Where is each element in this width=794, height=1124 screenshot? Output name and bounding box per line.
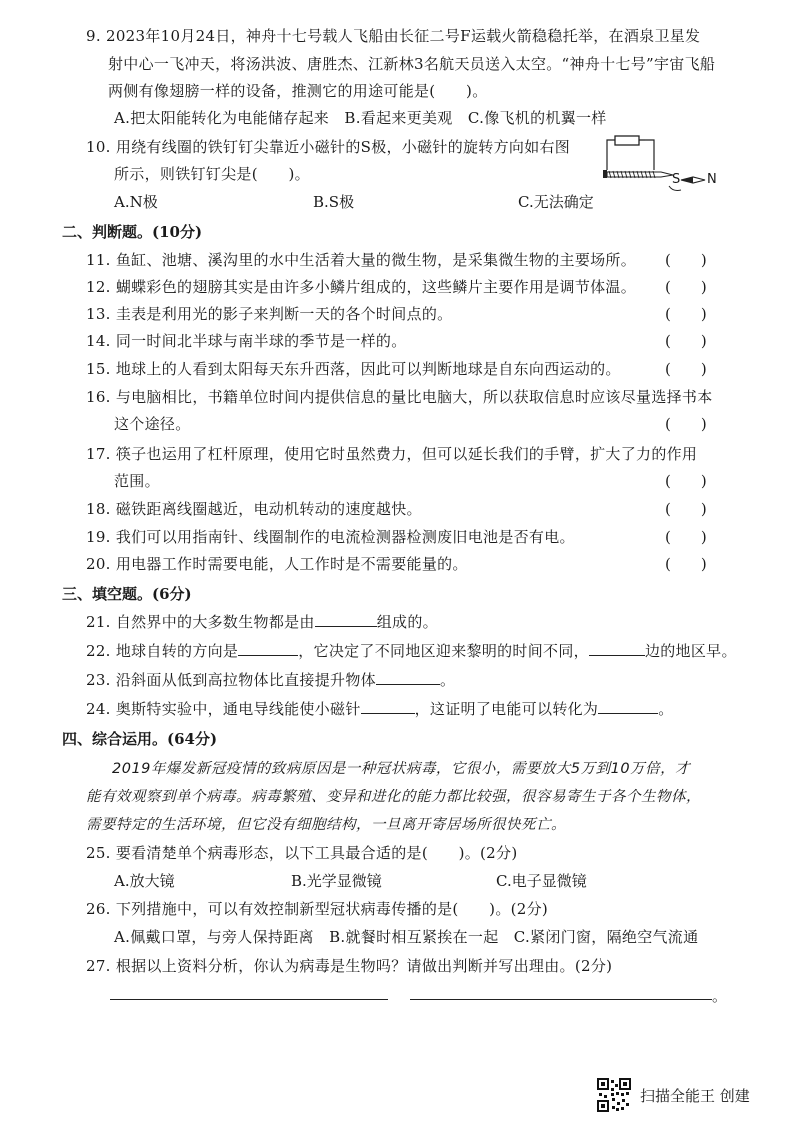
- q14-answer-paren[interactable]: ( ): [665, 332, 707, 350]
- q27-answer-line-2[interactable]: [410, 999, 712, 1000]
- q18-answer-paren[interactable]: ( ): [665, 500, 707, 518]
- q27-end-mark: 。: [712, 987, 728, 1005]
- q25-option-c: C.电子显微镜: [496, 872, 587, 890]
- q21-text-b: 组成的。: [376, 613, 438, 631]
- q10-figure-s-label: S: [672, 172, 681, 187]
- q16-text-line-1: 16. 与电脑相比，书籍单位时间内提供信息的量比电脑大，所以获取信息时应该尽量选择书本: [86, 388, 713, 406]
- q22-blank-2[interactable]: [589, 641, 645, 656]
- q10-option-a: A.N极: [114, 193, 158, 211]
- nail-coil-figure: [597, 132, 722, 194]
- q22-text-b: ，它决定了不同地区迎来黎明的时间不同，: [298, 642, 589, 660]
- q24-text-c: 。: [658, 700, 674, 718]
- q21-text-a: 21. 自然界中的大多数生物都是由: [86, 613, 315, 631]
- q23-blank[interactable]: [376, 670, 440, 685]
- q9-line-2: 射中心一飞冲天，将汤洪波、唐胜杰、江新林3名航天员送入太空。“神舟十七号”宇宙飞船: [108, 55, 716, 73]
- q19-answer-paren[interactable]: ( ): [665, 528, 707, 546]
- q15-answer-paren[interactable]: ( ): [665, 360, 707, 378]
- q15-text: 15. 地球上的人看到太阳每天东升西落，因此可以判断地球是自东向西运动的。: [86, 360, 621, 378]
- q10-figure: [597, 132, 722, 194]
- q25-option-a: A.放大镜: [114, 872, 175, 890]
- section-3-title: 三、填空题。(6分): [62, 585, 192, 603]
- q9-line-3: 两侧有像翅膀一样的设备，推测它的用途可能是( )。: [108, 82, 488, 100]
- q12-text: 12. 蝴蝶彩色的翅膀其实是由许多小鳞片组成的，这些鳞片主要作用是调节体温。: [86, 278, 637, 296]
- q22-text-a: 22. 地球自转的方向是: [86, 642, 239, 660]
- section-4-title: 四、综合运用。(64分): [62, 730, 218, 748]
- scanner-watermark-text: 扫描全能王 创建: [640, 1087, 750, 1105]
- q22-text-c: 边的地区早。: [644, 642, 737, 660]
- reading-paragraph-line-2: 能有效观察到单个病毒。病毒繁殖、变异和进化的能力都比较强，很容易寄生于各个生物体，: [86, 789, 701, 805]
- reading-paragraph-line-3: 需要特定的生活环境，但它没有细胞结构，一旦离开寄居场所很快死亡。: [86, 817, 566, 833]
- q11-answer-paren[interactable]: ( ): [665, 251, 707, 269]
- q22: [86, 640, 737, 661]
- reading-paragraph-line-1: 2019年爆发新冠疫情的致病原因是一种冠状病毒，它很小，需要放大5万到10万倍，才: [112, 761, 691, 777]
- q12-answer-paren[interactable]: ( ): [665, 278, 707, 296]
- q9-line-1: 9. 2023年10月24日，神舟十七号载人飞船由长征二号F运载火箭稳稳托举，在酒泉卫星发: [86, 27, 701, 45]
- section-2-title: 二、判断题。(10分): [62, 223, 203, 241]
- q20-answer-paren[interactable]: ( ): [665, 555, 707, 573]
- q22-blank-1[interactable]: [238, 641, 298, 656]
- q23-text-a: 23. 沿斜面从低到高拉物体比直接提升物体: [86, 671, 376, 689]
- q11-text: 11. 鱼缸、池塘、溪沟里的水中生活着大量的微生物，是采集微生物的主要场所。: [86, 251, 637, 269]
- q21: [86, 611, 438, 632]
- q16-answer-paren[interactable]: ( ): [665, 415, 707, 433]
- q23-text-b: 。: [439, 671, 456, 689]
- q13-text: 13. 圭表是利用光的影子来判断一天的各个时间点的。: [86, 305, 453, 323]
- q24: [86, 698, 674, 719]
- q10-line-2: 所示，则铁钉钉尖是( )。: [114, 165, 310, 183]
- q25-text: 25. 要看清楚单个病毒形态，以下工具最合适的是( )。(2分): [86, 844, 518, 862]
- q27-answer-line-1[interactable]: [110, 999, 388, 1000]
- q25-option-b: B.光学显微镜: [291, 872, 382, 890]
- qr-code-icon: [597, 1078, 631, 1112]
- q10-figure-n-label: N: [707, 172, 717, 187]
- q17-text-line-2: 范围。: [114, 472, 160, 490]
- q14-text: 14. 同一时间北半球与南半球的季节是一样的。: [86, 332, 407, 350]
- q20-text: 20. 用电器工作时需要电能，人工作时是不需要能量的。: [86, 555, 468, 573]
- q19-text: 19. 我们可以用指南针、线圈制作的电流检测器检测废旧电池是否有电。: [86, 528, 575, 546]
- q24-text-b: ，这证明了电能可以转化为: [414, 700, 599, 718]
- q10-line-1: 10. 用绕有线圈的铁钉钉尖靠近小磁针的S极，小磁针的旋转方向如右图: [86, 138, 571, 156]
- q24-blank-2[interactable]: [598, 699, 658, 714]
- q27-text: 27. 根据以上资料分析，你认为病毒是生物吗？请做出判断并写出理由。(2分): [86, 957, 613, 975]
- q26-options: A.佩戴口罩，与旁人保持距离 B.就餐时相互紧挨在一起 C.紧闭门窗，隔绝空气流通: [114, 928, 699, 946]
- q24-text-a: 24. 奥斯特实验中，通电导线能使小磁针: [86, 700, 361, 718]
- q26-text: 26. 下列措施中，可以有效控制新型冠状病毒传播的是( )。(2分): [86, 900, 549, 918]
- q9-options: A.把太阳能转化为电能储存起来 B.看起来更美观 C.像飞机的机翼一样: [114, 109, 607, 127]
- q10-option-b: B.S极: [313, 193, 355, 211]
- q24-blank-1[interactable]: [361, 699, 415, 714]
- q18-text: 18. 磁铁距离线圈越近，电动机转动的速度越快。: [86, 500, 422, 518]
- q21-blank[interactable]: [315, 612, 377, 627]
- q13-answer-paren[interactable]: ( ): [665, 305, 707, 323]
- q17-answer-paren[interactable]: ( ): [665, 472, 707, 490]
- q23: [86, 669, 455, 690]
- q17-text-line-1: 17. 筷子也运用了杠杆原理，使用它时虽然费力，但可以延长我们的手臂，扩大了力的作用: [86, 445, 698, 463]
- q10-option-c: C.无法确定: [518, 193, 594, 211]
- q16-text-line-2: 这个途径。: [114, 415, 191, 433]
